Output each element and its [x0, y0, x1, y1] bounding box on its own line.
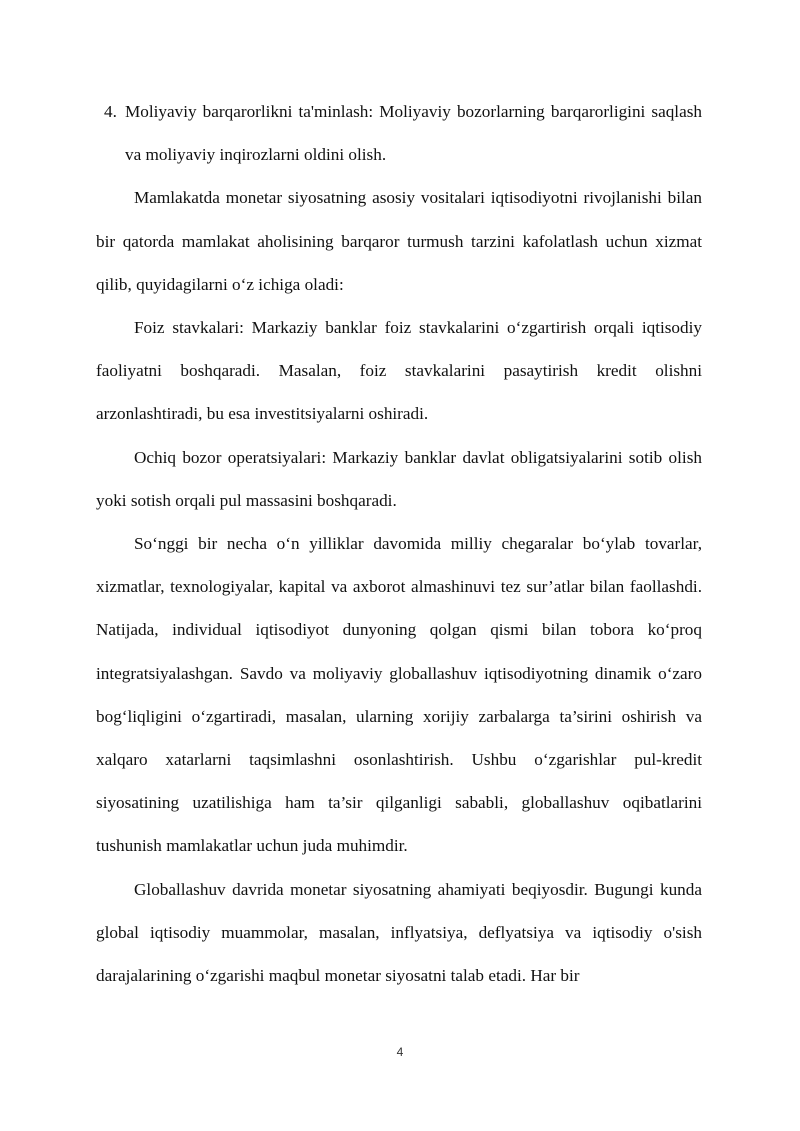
list-item-text: Moliyaviy barqarorlikni ta'minlash: Moliyaviy bozorlarning barqarorligini saqlash va moliyaviy inqirozlarni oldini olish.	[125, 102, 702, 165]
paragraph: Globallashuv davrida monetar siyosatning ahamiyati beqiyosdir. Bugungi kunda global iqtisodiy muammolar, masalan, inflyatsiya, deflyatsiya va iqtisodiy o'sish darajalarining o‘zgarishi maqbul monetar siyosatni talab etadi. Har bir	[96, 879, 702, 986]
paragraph: Foiz stavkalari: Markaziy banklar foiz stavkalarini o‘zgartirish orqali iqtisodiy faoliyatni boshqaradi. Masalan, foiz stavkalarini pasaytirish kredit olishni arzonlashtiradi, bu esa investitsiyalarni oshiradi.	[96, 318, 702, 424]
paragraph: So‘nggi bir necha o‘n yilliklar davomida milliy chegaralar bo‘ylab tovarlar, xizmatlar, texnologiyalar, kapital va axborot almashinuvi tez sur’atlar bilan faollashdi. Natijada, individual iqtisodiyot dunyoning qolgan qismi bilan tobora ko‘proq integratsiyalashgan. Savdo va moliyaviy globallashuv iqtisodiyotning dinamik o‘zaro bog‘liqligini o‘zgartiradi, masalan, ularning xorijiy zarbalarga ta’sirini oshirish va xalqaro xatarlarni taqsimlashni osonlashtirish. Ushbu o‘zgarishlar pul-kredit siyosatining uzatilishiga ham ta’sir qilganligi sababli, globallashuv oqibatlarini tushunish mamlakatlar uchun juda muhimdir.	[96, 534, 702, 856]
paragraph: Mamlakatda monetar siyosatning asosiy vositalari iqtisodiyotni rivojlanishi bilan bir qatorda mamlakat aholisining barqaror turmush tarzini kafolatlash uchun xizmat qilib, quyidagilarni o‘z ichiga oladi:	[96, 188, 702, 294]
page-body	[96, 90, 702, 997]
list-item-number: 4.	[104, 102, 117, 121]
paragraph: Ochiq bozor operatsiyalari: Markaziy banklar davlat obligatsiyalarini sotib olish yoki sotish orqali pul massasini boshqaradi.	[96, 447, 702, 510]
numbered-list-item	[96, 90, 702, 176]
page-number: 4	[396, 1045, 404, 1059]
